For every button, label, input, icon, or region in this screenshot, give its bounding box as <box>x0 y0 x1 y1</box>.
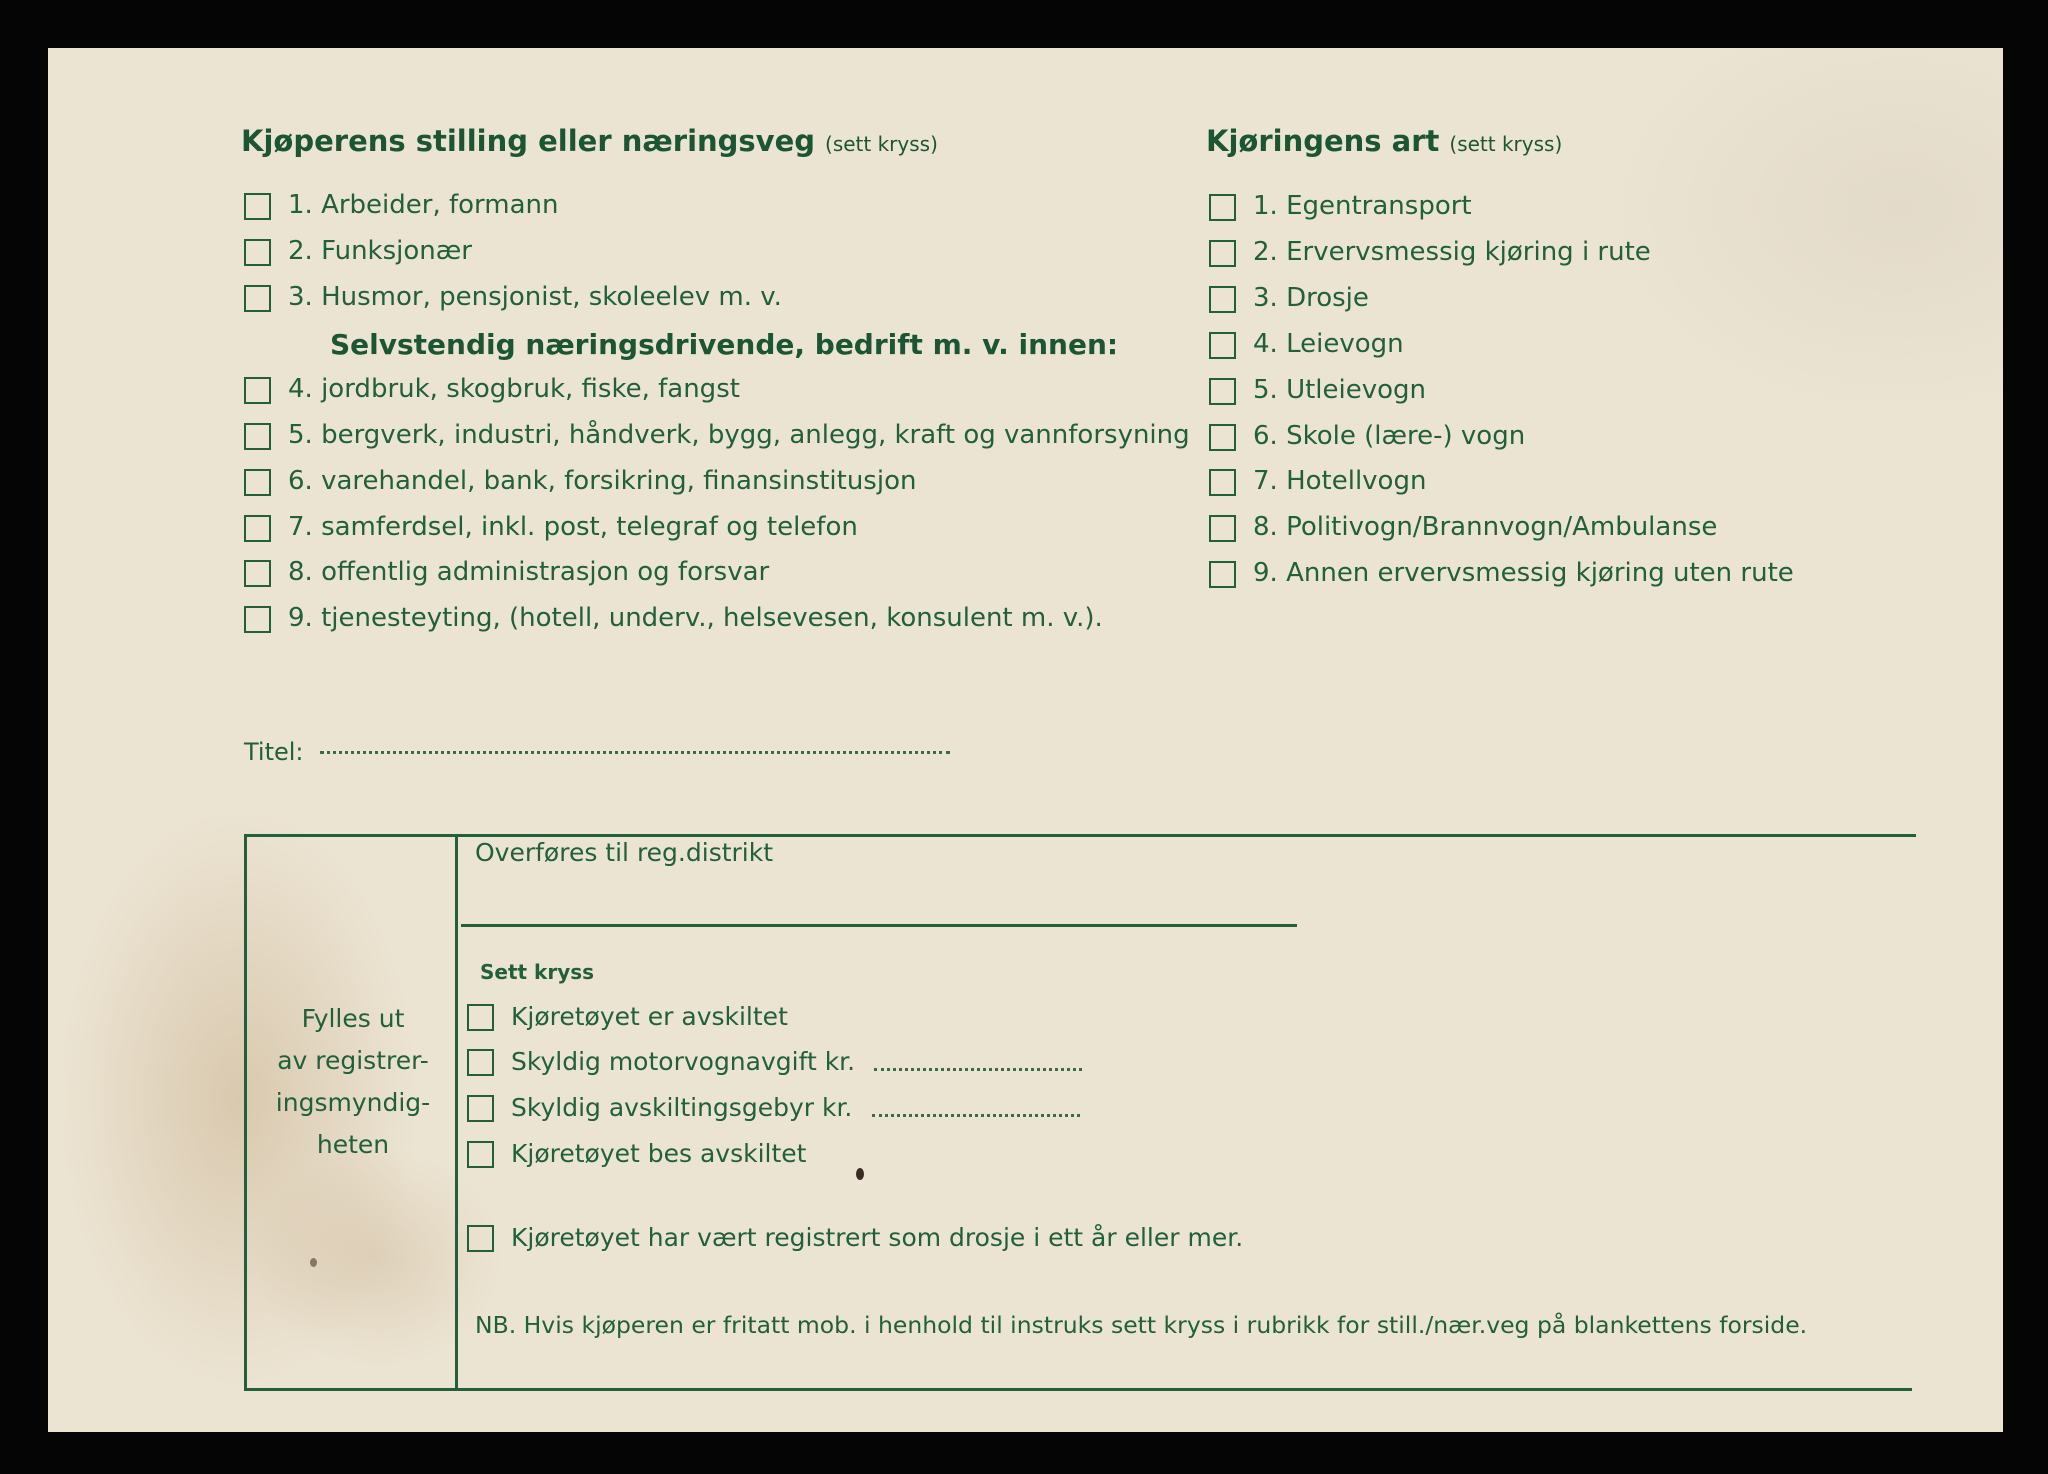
left-checkbox-4[interactable] <box>244 377 271 404</box>
left-item-6: 6. varehandel, bank, forsikring, finansinstitusjon <box>288 466 917 496</box>
left-item-5: 5. bergverk, industri, håndverk, bygg, anlegg, kraft og vannforsyning <box>288 420 1190 450</box>
side-label-line-1: Fylles ut <box>301 1004 405 1033</box>
left-item-8: 8. offentlig administrasjon og forsvar <box>288 557 770 587</box>
right-checkbox-3[interactable] <box>1209 286 1236 313</box>
left-checkbox-9[interactable] <box>244 606 271 633</box>
box-checkbox-2[interactable] <box>467 1049 494 1076</box>
right-checkbox-9[interactable] <box>1209 561 1236 588</box>
right-heading-title: Kjøringens art <box>1206 124 1440 158</box>
left-checkbox-6[interactable] <box>244 469 271 496</box>
sett-kryss-label: Sett kryss <box>480 960 595 984</box>
right-checkbox-2[interactable] <box>1209 240 1236 267</box>
left-item-2: 2. Funksjonær <box>288 236 472 266</box>
left-item-4: 4. jordbruk, skogbruk, fiske, fangst <box>288 374 740 404</box>
drosje-check-label: Kjøretøyet har vært registrert som drosje i ett år eller mer. <box>511 1223 1244 1252</box>
right-item-8: 8. Politivogn/Brannvogn/Ambulanse <box>1253 512 1718 542</box>
side-label-line-4: heten <box>316 1130 390 1159</box>
titel-label: Titel: <box>244 738 304 766</box>
stain-speck <box>310 1258 317 1267</box>
nb-note: NB. Hvis kjøperen er fritatt mob. i henhold til instruks sett kryss i rubrikk for still./nær.veg på blankettens forside. <box>475 1311 1808 1339</box>
left-heading-title: Kjøperens stilling eller næringsveg <box>241 124 816 158</box>
left-checkbox-5[interactable] <box>244 423 271 450</box>
side-label-line-2: av registrer- <box>277 1046 429 1075</box>
right-item-7: 7. Hotellvogn <box>1253 466 1427 496</box>
right-item-1: 1. Egentransport <box>1253 191 1472 221</box>
left-heading <box>241 124 938 158</box>
right-heading-note: (sett kryss) <box>1449 132 1563 156</box>
side-label <box>258 998 448 1166</box>
right-checkbox-6[interactable] <box>1209 424 1236 451</box>
left-checkbox-7[interactable] <box>244 515 271 542</box>
overfores-input-line[interactable] <box>461 924 1297 927</box>
left-checkbox-2[interactable] <box>244 239 271 266</box>
left-item-1: 1. Arbeider, formann <box>288 190 559 220</box>
right-checkbox-4[interactable] <box>1209 332 1236 359</box>
right-item-5: 5. Utleievogn <box>1253 375 1427 405</box>
ink-speck <box>856 1168 864 1180</box>
right-checkbox-5[interactable] <box>1209 378 1236 405</box>
right-item-6: 6. Skole (lære-) vogn <box>1253 421 1526 451</box>
right-checkbox-7[interactable] <box>1209 469 1236 496</box>
right-item-4: 4. Leievogn <box>1253 329 1404 359</box>
left-item-3: 3. Husmor, pensjonist, skoleelev m. v. <box>288 282 782 312</box>
left-checkbox-8[interactable] <box>244 560 271 587</box>
right-heading <box>1206 124 1562 158</box>
box-top-border <box>244 834 1916 837</box>
box-check-2: Skyldig motorvognavgift kr. <box>511 1047 856 1076</box>
right-item-9: 9. Annen ervervsmessig kjøring uten rute <box>1253 558 1794 588</box>
box-left-border <box>244 834 247 1391</box>
side-label-line-3: ingsmyndig- <box>275 1088 431 1117</box>
box-checkbox-3[interactable] <box>467 1095 494 1122</box>
left-checkbox-3[interactable] <box>244 285 271 312</box>
overfores-label: Overføres til reg.distrikt <box>475 838 774 867</box>
left-heading-note: (sett kryss) <box>825 132 938 156</box>
left-item-9: 9. tjenesteyting, (hotell, underv., helsevesen, konsulent m. v.). <box>288 603 1103 633</box>
motorvognavgift-input-line[interactable] <box>874 1068 1082 1071</box>
form-sheet <box>48 48 2003 1432</box>
box-check-3: Skyldig avskiltingsgebyr kr. <box>511 1093 853 1122</box>
titel-input-line[interactable] <box>320 751 950 754</box>
selvstendig-heading: Selvstendig næringsdrivende, bedrift m. v. innen: <box>330 328 1119 361</box>
box-checkbox-1[interactable] <box>467 1004 494 1031</box>
right-checkbox-1[interactable] <box>1209 194 1236 221</box>
right-item-3: 3. Drosje <box>1253 283 1369 313</box>
avskiltingsgebyr-input-line[interactable] <box>872 1114 1080 1117</box>
box-check-1: Kjøretøyet er avskiltet <box>511 1002 788 1031</box>
box-divider <box>455 834 458 1391</box>
right-item-2: 2. Ervervsmessig kjøring i rute <box>1253 237 1651 267</box>
box-bottom-border <box>244 1388 1912 1391</box>
left-checkbox-1[interactable] <box>244 193 271 220</box>
right-checkbox-8[interactable] <box>1209 515 1236 542</box>
box-checkbox-4[interactable] <box>467 1141 494 1168</box>
box-check-4: Kjøretøyet bes avskiltet <box>511 1139 807 1168</box>
left-item-7: 7. samferdsel, inkl. post, telegraf og telefon <box>288 512 858 542</box>
drosje-checkbox[interactable] <box>467 1225 494 1252</box>
